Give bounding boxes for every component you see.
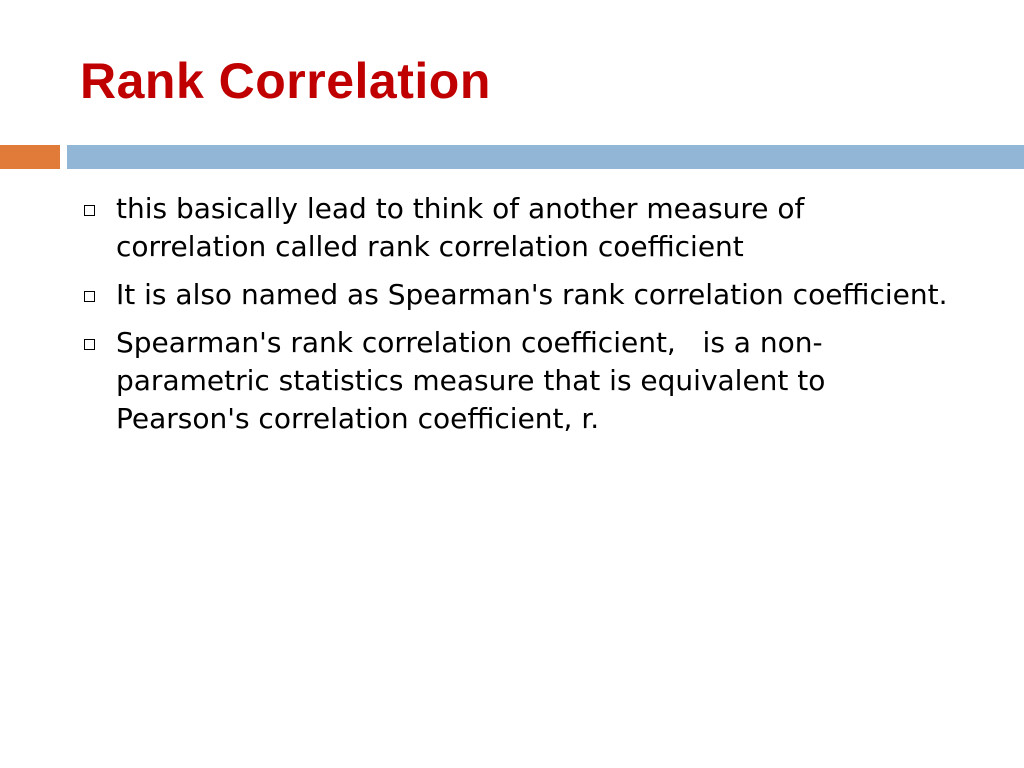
hollow-square-icon [84, 291, 95, 302]
bullet-item [80, 324, 960, 438]
accent-bar [0, 145, 60, 169]
bullet-item [80, 190, 960, 266]
bullet-item [80, 276, 960, 314]
hollow-square-icon [84, 339, 95, 350]
bullet-list [80, 190, 960, 448]
slide-title: Rank Correlation [80, 53, 491, 109]
bullet-text: this basically lead to think of another measure of correlation called rank correlation coefficient [116, 192, 814, 264]
bullet-text: Spearman's rank correlation coefficient, is a non-parametric statistics measure that is equivalent to Pearson's correlation coefficient, r. [116, 326, 835, 436]
bullet-text: It is also named as Spearman's rank correlation coefficient. [116, 278, 948, 312]
header-divider-bar [67, 145, 1024, 169]
hollow-square-icon [84, 205, 95, 216]
